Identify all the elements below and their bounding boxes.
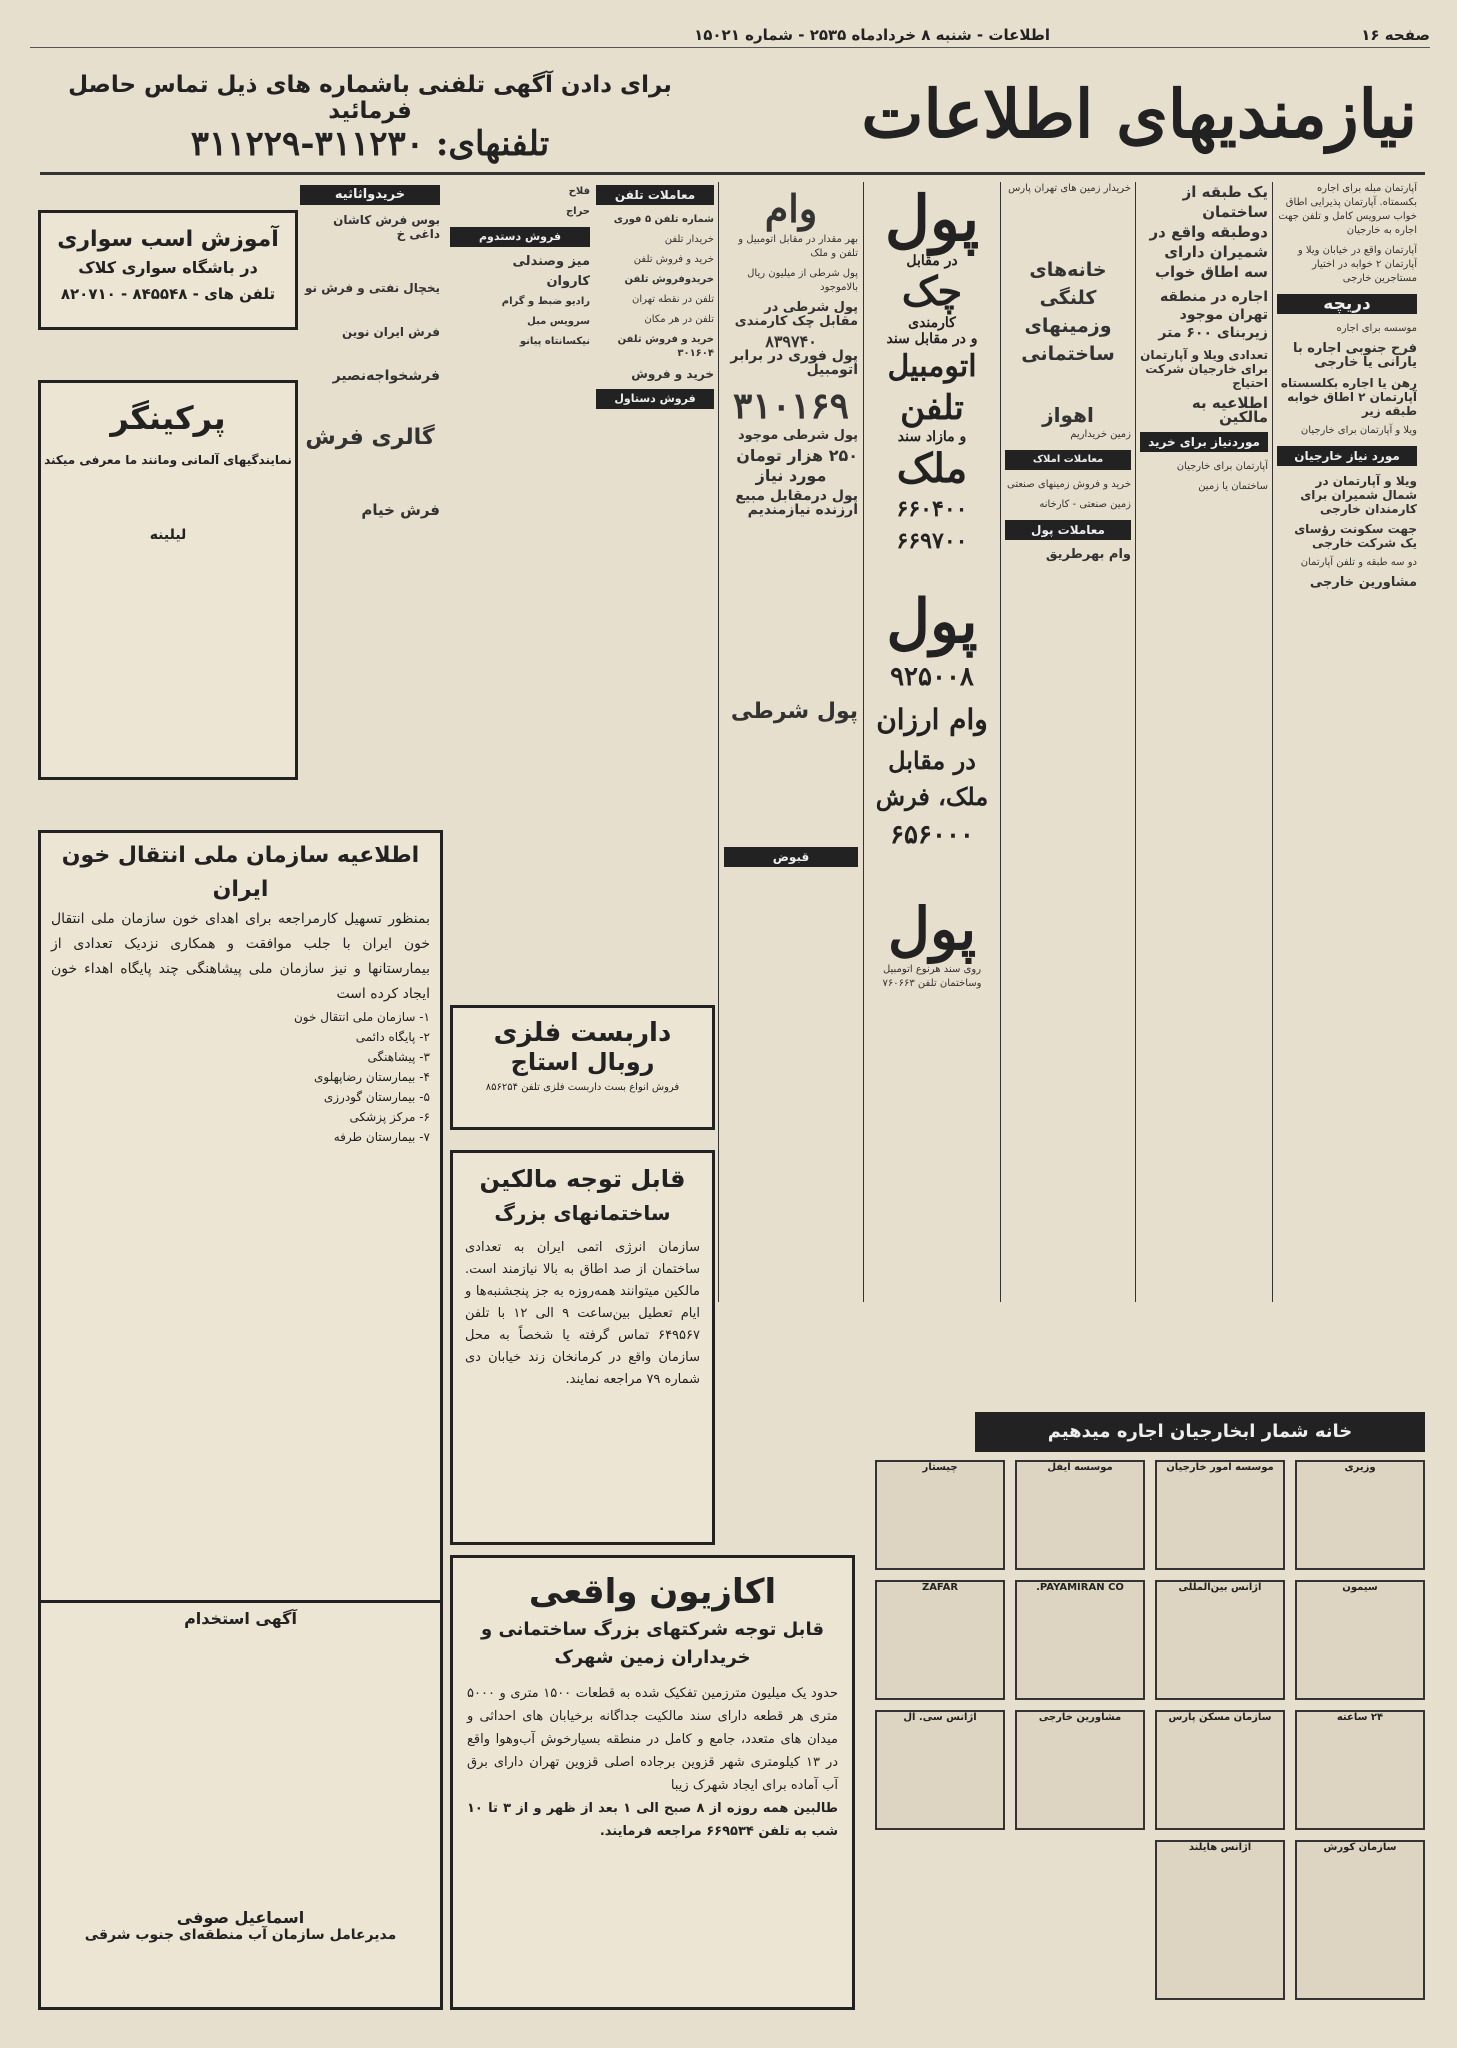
employ-title: آگهی استخدام — [184, 1609, 297, 1628]
ad-blood — [38, 830, 443, 1610]
list-item: فرشخواجه‌نصیر — [332, 368, 440, 384]
pool-title: پول — [884, 182, 980, 255]
list-item: فلاح — [568, 186, 590, 197]
pool-line: چک — [901, 268, 963, 315]
list-item: ویلا و آپارتمان در شمال شمیران برای کارمندان خارجی — [1300, 474, 1417, 516]
column-divider — [718, 182, 719, 1302]
list-item: خرید و فروش — [631, 367, 714, 381]
list-item: دو سه طبقه و تلفن آپارتمان — [1300, 557, 1417, 568]
list-item: تعدادی ویلا و آپارتمان برای خارجیان شرکت احتیاج — [1140, 348, 1268, 390]
blood-title: اطلاعیه سازمان ملی انتقال خون ایران — [61, 843, 420, 902]
column-right — [1277, 182, 1417, 1302]
ad-riding — [38, 210, 298, 330]
list-item: ساختمان یا زمین — [1198, 481, 1268, 492]
list-item: پول درمقابل مبیع ارزنده نیازمندیم — [735, 488, 858, 518]
list-item: حراج — [565, 206, 590, 217]
list-item: اطلاعیه به مالکین — [1191, 394, 1268, 426]
pool-phone: ۶۶۰۴۰۰ ۶۶۹۷۰۰ — [896, 496, 968, 554]
agency-tile: آژانس بین‌المللی — [1155, 1580, 1285, 1700]
pool2-line: ملک، فرش — [875, 782, 989, 811]
ad-employment — [38, 1600, 443, 2010]
column-divider — [863, 182, 864, 1302]
section-heading: خریدواثاثیه — [300, 185, 440, 205]
acazion-phone: طالبین همه روزه از ۸ صبح الی ۱ بعد از ظهر و از ۳ تا ۱۰ شب به تلفن ۶۶۹۵۳۴ مراجعه فرمایند. — [467, 1801, 838, 1839]
list-item: پول فوری در برابر اتومبیل — [730, 348, 858, 378]
pool3-sub: روی سند هرنوع اتومبیل وساختمان تلفن ۷۶۰۶۶۳ — [882, 964, 982, 989]
agency-tile: چیستار — [875, 1460, 1005, 1570]
pool2-phone: ۹۲۵۰۰۸ — [890, 662, 974, 692]
agency-tile: آژانس سی. ال — [875, 1710, 1005, 1830]
list-item: اجاره در منطقه تهران موجود زیربنای ۶۰۰ متر — [1158, 289, 1268, 341]
list-item: خرید و فروش زمینهای صنعتی — [1007, 479, 1131, 490]
employ-body — [51, 1628, 430, 1908]
column-divider — [1272, 182, 1273, 1302]
pool-line: اتومبیل — [887, 349, 977, 384]
agency-tile: ۲۴ ساعته — [1295, 1710, 1425, 1830]
section-heading: فروش دستدوم — [450, 227, 590, 247]
list-item: ۲۵۰ هزار تومان — [736, 446, 858, 465]
perkins-title: پرکینگر — [110, 399, 226, 437]
agency-tile: مشاورین خارجی — [1015, 1710, 1145, 1830]
ad-owners — [450, 1150, 715, 1545]
phone-banner — [45, 72, 695, 162]
ad-scaffold — [450, 1005, 715, 1130]
employ-signature: اسماعیل صوفی — [176, 1908, 305, 1927]
column-vam — [724, 185, 858, 1300]
owners-subtitle: ساختمانهای بزرگ — [494, 1201, 671, 1225]
list-item: خریدوفروش تلفن — [624, 274, 714, 285]
list-item: تلفن در هر مکان — [644, 314, 714, 325]
phone-intro: برای دادن آگهی تلفنی باشماره های ذیل تماس حاصل فرمائید — [68, 72, 672, 124]
list-item: ۳- پیشاهنگی — [367, 1050, 430, 1064]
list-item: آپارتمان مبله برای اجاره بکسمتاه. آپارتمان پذیرایی اطاق خواب سرویس کامل و تلفن جهت اجاره به خارجیان — [1278, 183, 1417, 236]
list-item: کاروان — [546, 274, 590, 289]
list-item: شماره تلفن ۵ فوری — [613, 214, 714, 225]
list-item: زمین خریداریم — [1070, 429, 1131, 440]
issue-info: اطلاعات - شنبه ۸ خردادماه ۲۵۳۵ - شماره ۱۵۰۲۱ — [694, 26, 1050, 44]
pool-line: تلفن — [900, 388, 964, 428]
list-item: یخچال نفتی و فرش نو — [305, 281, 440, 295]
section-heading: مورد نیاز خارجیان — [1277, 446, 1417, 466]
employ-signer-title: مدیرعامل سازمان آب منطقه‌ای جنوب شرقی — [84, 1927, 397, 1943]
list-item: نیکسانتاه پیانو — [519, 336, 590, 347]
list-item: ۴- بیمارستان رضاپهلوی — [314, 1070, 430, 1084]
list-item: گالری فرش — [305, 425, 435, 450]
agency-tile: وزیری — [1295, 1460, 1425, 1570]
agency-tile: PAYAMIRAN CO. — [1015, 1580, 1145, 1700]
perkins-line1: نمایندگیهای آلمانی ومانند ما معرفی میکند — [44, 453, 292, 467]
masthead-title: نیازمندیهای اطلاعات — [861, 75, 1417, 153]
section-heading: معاملات تلفن — [596, 185, 714, 205]
list-item: اهواز — [1042, 403, 1094, 427]
list-item: تلفن در نقطه تهران — [631, 294, 714, 305]
list-item: آپارتمان برای خارجیان — [1176, 461, 1268, 472]
agency-tile: سازمان مسکن پارس — [1155, 1710, 1285, 1830]
list-item: فرش ایران نوین — [341, 325, 440, 339]
list-item: خرید و فروش تلفن ۳۰۱۶۰۴ — [617, 334, 714, 359]
pool-line: و در مقابل سند — [886, 331, 978, 347]
list-item: پول شرطی از میلیون ریال بالاموجود — [747, 268, 858, 293]
list-item: بهر مقدار در مقابل اتومبیل و تلفن و ملک — [738, 234, 858, 259]
riding-phone: تلفن های - ۸۴۵۵۴۸ - ۸۲۰۷۱۰ — [60, 285, 276, 303]
list-item: رادیو ضبط و گرام — [501, 296, 590, 307]
agency-tile: موسسه امور خارجیان — [1155, 1460, 1285, 1570]
perkins-line2: لیلینه — [149, 527, 187, 543]
list-item: خانه‌های کلنگی وزمینهای ساختمانی — [1021, 259, 1115, 365]
scaffold-title: داربست فلزی — [493, 1018, 672, 1048]
section-heading: موردنیاز برای خرید — [1140, 432, 1268, 452]
agency-tile: سازمان کورش — [1295, 1840, 1425, 2000]
pool3-title: پول — [887, 895, 977, 963]
list-item: ویلا و آپارتمان برای خارجیان — [1300, 425, 1417, 436]
list-item: خریدار تلفن — [664, 234, 714, 245]
blood-intro: بمنظور تسهیل کارمراجعه برای اهدای خون سازمان ملی انتقال خون ایران با جلب موافقت و همکاری نزدیک تعدادی از بیمارستانها و نیز سازمان ملی پیشاهنگی چند پایگاه اهداء خون ایجاد کرده است — [51, 911, 430, 1002]
agency-tile: آژانس هایلند — [1155, 1840, 1285, 2000]
pool2-phone2: ۶۵۶۰۰۰ — [890, 820, 974, 850]
list-item: موسسه برای اجاره — [1336, 323, 1417, 334]
column-kharid — [300, 185, 440, 825]
pool2-line: در مقابل — [888, 746, 976, 775]
agency-tile: موسسه ایفل — [1015, 1460, 1145, 1570]
pool2-title: پول — [886, 587, 978, 657]
pool-line: کارمندی — [908, 315, 956, 331]
vam-big-phone: ۳۱۰۱۶۹ — [732, 385, 849, 427]
column-misc — [450, 185, 590, 945]
phone-numbers: تلفنهای: ۳۱۱۲۳۰-۳۱۱۲۲۹ — [190, 124, 550, 164]
vam-title: وام — [764, 186, 818, 231]
masthead — [717, 75, 1417, 170]
section-heading: قبوض — [724, 847, 858, 867]
acazion-body: حدود یک میلیون مترزمین تفکیک شده به قطعات ۱۵۰۰ متری و ۵۰۰۰ متری هر قطعه دارای سند مالکیت جداگانه برخیابان های احداثی و میدان های متعدد، جامع و کامل در منطقه بسیارخوش آب‌وهوا واقع در ۱۳ کیلومتری شهر قزوین برجاده اصلی قزوین تهران دارای برق آب آماده برای ایجاد شهرک زیبا — [467, 1686, 839, 1793]
list-item: ۵- بیمارستان گودرزی — [323, 1090, 430, 1104]
list-item: خریدار زمین های تهران پارس — [1008, 183, 1131, 194]
owners-title: قابل توجه مالکین — [479, 1165, 686, 1193]
list-item: پول شرطی در مقابل چک کارمندی — [734, 300, 858, 329]
section-heading: معاملات پول — [1005, 520, 1131, 540]
list-item: ۲- پایگاه دائمی — [355, 1030, 430, 1044]
scaffold-sub: فروش انواع بست داربست فلزی تلفن ۸۵۶۲۵۴ — [485, 1082, 680, 1093]
pool-line: در مقابل — [906, 253, 958, 269]
column-third — [1005, 182, 1131, 1302]
acazion-title: اکازیون واقعی — [528, 1572, 777, 1612]
list-item: ۶- مرکز پزشکی — [349, 1110, 430, 1124]
list-item: رهن یا اجاره بکلسستاه آپارتمان ۲ اطاق خوابه طبقه زیر — [1280, 376, 1417, 418]
pool2-vam: وام ارزان — [876, 703, 988, 736]
column-divider — [1000, 182, 1001, 1302]
section-heading: معاملات املاک — [1005, 450, 1131, 470]
list-item: بوس فرش کاشان داغی خ — [333, 213, 440, 241]
list-item: مورد نیاز — [755, 466, 827, 485]
list-item: میز وصندلی — [512, 254, 590, 269]
acazion-subtitle: قابل توجه شرکتهای بزرگ ساختمانی و خریداران زمین شهرک — [480, 1619, 824, 1668]
list-item: مشاورین خارجی — [1309, 575, 1417, 590]
pool-line: ملک — [896, 445, 968, 492]
pool-line: و مازاد سند — [897, 429, 967, 445]
column-pool — [868, 182, 996, 1300]
list-item: خرید و فروش تلفن — [633, 254, 714, 265]
masthead-rule — [40, 172, 1425, 175]
list-item: وام بهرطریق — [1045, 547, 1131, 562]
list-item: جهت سکونت رؤسای یک شرکت خارجی — [1294, 522, 1417, 550]
list-item: ۱- سازمان ملی انتقال خون — [293, 1010, 430, 1024]
list-item: پول شرطی — [730, 699, 858, 724]
list-item: ۷- بیمارستان طرفه — [333, 1130, 430, 1144]
agency-grid — [865, 1460, 1425, 2010]
list-item: فرش خیام — [361, 501, 440, 519]
agency-tile: سیمون — [1295, 1580, 1425, 1700]
page-header — [30, 22, 1430, 48]
column-second — [1140, 182, 1268, 1302]
vam-phone-b: ۸۳۹۷۴۰ — [765, 332, 817, 351]
column-phones — [596, 185, 714, 945]
riding-title: آموزش اسب سواری — [57, 227, 279, 252]
ad-acazion — [450, 1555, 855, 2010]
rental-bar: خانه شمار ابخارجیان اجاره میدهیم — [975, 1412, 1425, 1452]
list-item: آپارتمان واقع در خیابان ویلا و آپارتمان ۲ خوابه در اختیار مستاجرین خارجی — [1297, 245, 1417, 284]
riding-sub: در باشگاه سواری کلاک — [78, 258, 258, 277]
ad-perkins — [38, 380, 298, 780]
list-item: سرویس مبل — [527, 316, 590, 327]
section-heading: فروش دستاول — [596, 389, 714, 409]
column-divider — [1135, 182, 1136, 1302]
owners-body: سازمان انرژی اتمی ایران به تعدادی ساختمان از صد اطاق به بالا نیازمند است. مالکین میتوانند همه‌روزه به جز پنجشنبه‌ها و ایام تعطیل بین‌ساعت ۹ الی ۱۲ با تلفن ۶۴۹۵۶۷ تماس گرفته یا شخصاً به محل سازمان واقع در کرمانخان زند خیابان دی شماره ۷۹ مراجعه نمایند. — [465, 1240, 700, 1387]
page-number: صفحه ۱۶ — [1361, 26, 1430, 44]
scaffold-subtitle: روبال استاج — [510, 1048, 655, 1076]
list-item: پول شرطی موجود — [737, 428, 858, 443]
list-item: فرح جنوبی اجاره با یارانی یا خارجی — [1292, 341, 1417, 370]
agency-tile: ZAFAR — [875, 1580, 1005, 1700]
list-item: زمین صنعتی - کارخانه — [1039, 499, 1131, 510]
section-heading: دریچه — [1277, 294, 1417, 314]
list-item: یک طبقه از ساختمان دوطبقه واقع در شمیران دارای سه اطاق خواب — [1149, 183, 1268, 281]
